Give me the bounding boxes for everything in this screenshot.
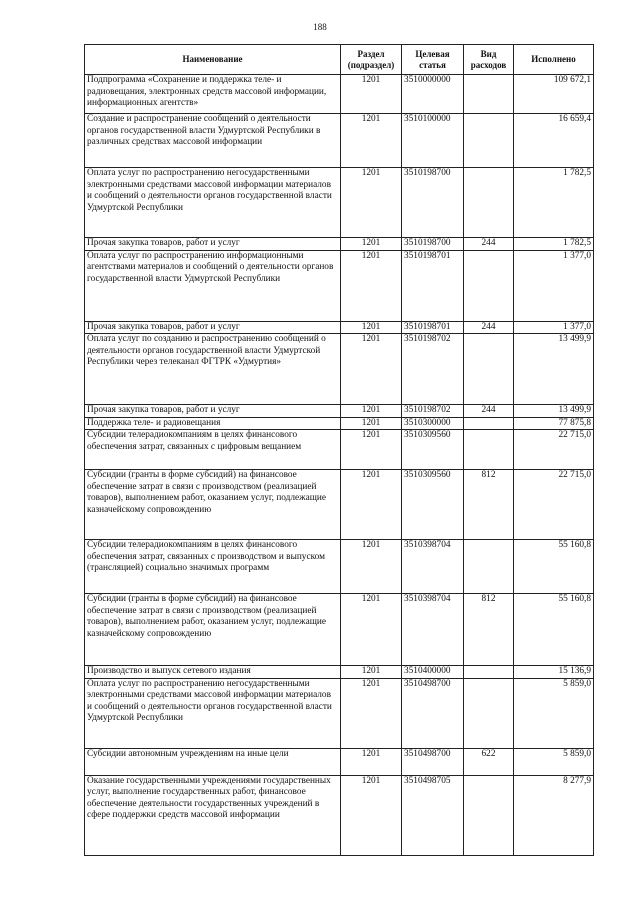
header-vid: Вид расходов <box>464 45 514 75</box>
table-row <box>85 775 594 855</box>
table-row <box>85 470 594 540</box>
row-razdel: 1201 <box>341 470 402 540</box>
table-row <box>85 321 594 334</box>
row-stat: 3510398704 <box>402 540 464 594</box>
row-name: Поддержка теле- и радиовещания <box>85 417 341 430</box>
table-row <box>85 540 594 594</box>
row-name: Субсидии автономным учреждениям на иные цели <box>85 748 341 775</box>
table-row <box>85 748 594 775</box>
row-razdel: 1201 <box>341 594 402 666</box>
row-vid: 812 <box>464 470 514 540</box>
row-stat: 3510300000 <box>402 417 464 430</box>
row-vid <box>464 75 514 114</box>
row-isp: 22 715,0 <box>514 470 594 540</box>
row-isp: 77 875,8 <box>514 417 594 430</box>
row-name: Прочая закупка товаров, работ и услуг <box>85 238 341 251</box>
row-razdel: 1201 <box>341 168 402 238</box>
row-stat: 3510400000 <box>402 666 464 679</box>
row-vid <box>464 114 514 168</box>
table-row <box>85 430 594 470</box>
header-name: Наименование <box>85 45 341 75</box>
table-row <box>85 678 594 748</box>
row-isp: 16 659,4 <box>514 114 594 168</box>
row-isp: 13 499,9 <box>514 405 594 418</box>
row-razdel: 1201 <box>341 75 402 114</box>
row-vid <box>464 430 514 470</box>
row-stat: 3510000000 <box>402 75 464 114</box>
row-stat: 3510498700 <box>402 678 464 748</box>
row-stat: 3510309560 <box>402 430 464 470</box>
row-stat: 3510309560 <box>402 470 464 540</box>
page-number: 188 <box>313 22 327 32</box>
header-stat: Целевая статья <box>402 45 464 75</box>
row-stat: 3510100000 <box>402 114 464 168</box>
row-stat: 3510498705 <box>402 775 464 855</box>
table-row <box>85 75 594 114</box>
row-razdel: 1201 <box>341 114 402 168</box>
header-isp: Исполнено <box>514 45 594 75</box>
row-name: Субсидии (гранты в форме субсидий) на финансовое обеспечение затрат в связи с производством (реализацией товаров), выполнением работ, оказанием услуг, подлежащие казначейскому сопровождению <box>85 470 341 540</box>
row-stat: 3510498700 <box>402 748 464 775</box>
row-name: Оплата услуг по созданию и распространению сообщений о деятельности органов государственной власти Удмуртской Республики через телеканал ФГТРК «Удмуртия» <box>85 334 341 405</box>
row-name: Субсидии (гранты в форме субсидий) на финансовое обеспечение затрат в связи с производством (реализацией товаров), выполнением работ, оказанием услуг, подлежащие казначейскому сопровождению <box>85 594 341 666</box>
row-name: Производство и выпуск сетевого издания <box>85 666 341 679</box>
row-name: Оплата услуг по распространению негосударственными электронными средствами массовой информации материалов и сообщений о деятельности органов государственной власти Удмуртской Республики <box>85 168 341 238</box>
table-row <box>85 417 594 430</box>
row-isp: 55 160,8 <box>514 540 594 594</box>
row-name: Субсидии телерадиокомпаниям в целях финансового обеспечения затрат, связанных с производством и выпуском (трансляцией) социально значимых программ <box>85 540 341 594</box>
row-razdel: 1201 <box>341 238 402 251</box>
row-stat: 3510198702 <box>402 334 464 405</box>
header-razdel: Раздел (подраздел) <box>341 45 402 75</box>
row-stat: 3510198702 <box>402 405 464 418</box>
row-razdel: 1201 <box>341 666 402 679</box>
row-name: Оказание государственными учреждениями государственных услуг, выполнение государственных работ, финансовое обеспечение деятельности государственных учреждений в сфере поддержки средств массовой информации <box>85 775 341 855</box>
row-razdel: 1201 <box>341 334 402 405</box>
table-row <box>85 594 594 666</box>
row-name: Прочая закупка товаров, работ и услуг <box>85 321 341 334</box>
row-stat: 3510198700 <box>402 238 464 251</box>
row-isp: 5 859,0 <box>514 678 594 748</box>
row-vid <box>464 678 514 748</box>
row-razdel: 1201 <box>341 748 402 775</box>
row-vid <box>464 775 514 855</box>
row-name: Оплата услуг по распространению негосударственными электронными средствами массовой информации материалов и сообщений о деятельности органов государственной власти Удмуртской Республики <box>85 678 341 748</box>
row-isp: 13 499,9 <box>514 334 594 405</box>
row-name: Прочая закупка товаров, работ и услуг <box>85 405 341 418</box>
table-row <box>85 405 594 418</box>
row-stat: 3510398704 <box>402 594 464 666</box>
row-stat: 3510198701 <box>402 321 464 334</box>
row-vid <box>464 540 514 594</box>
table-row <box>85 334 594 405</box>
row-vid <box>464 168 514 238</box>
table-row <box>85 238 594 251</box>
row-razdel: 1201 <box>341 540 402 594</box>
row-stat: 3510198700 <box>402 168 464 238</box>
row-vid: 622 <box>464 748 514 775</box>
row-isp: 8 277,9 <box>514 775 594 855</box>
row-name: Создание и распространение сообщений о деятельности органов государственной власти Удмуртской Республики в различных средствах массовой информации <box>85 114 341 168</box>
table-row <box>85 114 594 168</box>
row-razdel: 1201 <box>341 417 402 430</box>
row-name: Субсидии телерадиокомпаниям в целях финансового обеспечения затрат, связанных с цифровым вещанием <box>85 430 341 470</box>
row-isp: 55 160,8 <box>514 594 594 666</box>
row-vid: 244 <box>464 321 514 334</box>
row-vid <box>464 250 514 321</box>
row-razdel: 1201 <box>341 250 402 321</box>
row-isp: 1 377,0 <box>514 321 594 334</box>
row-isp: 1 782,5 <box>514 238 594 251</box>
row-name: Подпрограмма «Сохранение и поддержка теле- и радиовещания, электронных средств массовой информации, информационных агентств» <box>85 75 341 114</box>
row-isp: 109 672,1 <box>514 75 594 114</box>
row-razdel: 1201 <box>341 775 402 855</box>
row-razdel: 1201 <box>341 678 402 748</box>
row-vid: 244 <box>464 238 514 251</box>
row-isp: 1 782,5 <box>514 168 594 238</box>
table-row <box>85 168 594 238</box>
row-vid: 244 <box>464 405 514 418</box>
row-isp: 1 377,0 <box>514 250 594 321</box>
table-row <box>85 666 594 679</box>
row-vid <box>464 666 514 679</box>
row-vid: 812 <box>464 594 514 666</box>
row-name: Оплата услуг по распространению информационными агентствами материалов и сообщений о деятельности органов государственной власти Удмуртской Республики <box>85 250 341 321</box>
table-row <box>85 250 594 321</box>
header-row <box>85 45 594 75</box>
row-isp: 15 136,9 <box>514 666 594 679</box>
row-razdel: 1201 <box>341 321 402 334</box>
row-vid <box>464 417 514 430</box>
row-isp: 5 859,0 <box>514 748 594 775</box>
row-vid <box>464 334 514 405</box>
row-razdel: 1201 <box>341 405 402 418</box>
row-stat: 3510198701 <box>402 250 464 321</box>
row-razdel: 1201 <box>341 430 402 470</box>
budget-table <box>84 44 594 856</box>
row-isp: 22 715,0 <box>514 430 594 470</box>
